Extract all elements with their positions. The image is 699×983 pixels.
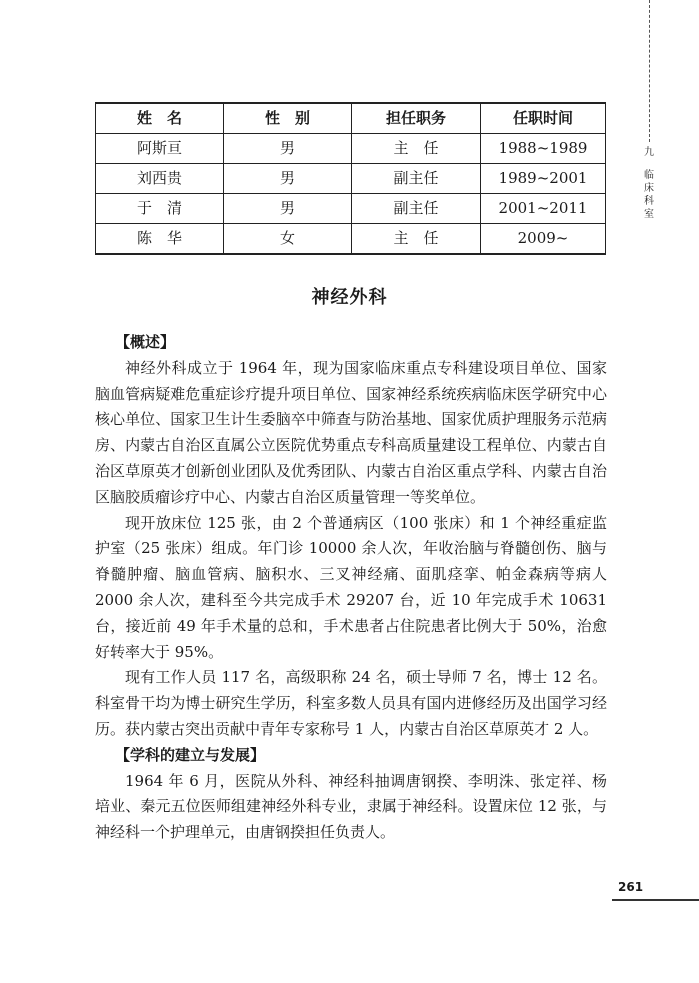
table-row (96, 224, 606, 255)
table-row (96, 134, 606, 164)
cell-gender: 男 (224, 134, 352, 164)
table-row (96, 164, 606, 194)
header-position: 担任职务 (352, 103, 481, 134)
header-gender: 性 别 (224, 103, 352, 134)
cell-gender: 男 (224, 164, 352, 194)
leadership-table-wrapper (95, 102, 605, 255)
cell-gender: 男 (224, 194, 352, 224)
cell-name: 于 清 (96, 194, 224, 224)
header-term: 任职时间 (481, 103, 606, 134)
history-heading: 【学科的建立与发展】 (115, 745, 266, 764)
cell-gender: 女 (224, 224, 352, 255)
chapter-label: 临床科室 (644, 170, 654, 220)
header-name: 姓 名 (96, 103, 224, 134)
cell-term: 2009~ (481, 224, 606, 255)
paragraph: 神经外科成立于 1964 年，现为国家临床重点专科建设项目单位、国家脑血管病疑难危重症诊疗提升项目单位、国家神经系统疾病临床医学研究中心核心单位、国家卫生计生委脑卒中筛查与防治基地、国家优质护理服务示范病房、内蒙古自治区直属公立医院优势重点专科高质量建设工程单位、内蒙古自治区草原英才创新创业团队及优秀团队、内蒙古自治区重点学科、内蒙古自治区脑胶质瘤诊疗中心、内蒙古自治区质量管理一等奖单位。 (95, 358, 607, 506)
cell-position: 主 任 (352, 134, 481, 164)
chapter-number: 九 (644, 147, 654, 158)
cell-term: 2001~2011 (481, 194, 606, 224)
paragraph: 现开放床位 125 张，由 2 个普通病区（100 张床）和 1 个神经重症监护室（25 张床）组成。年门诊 10000 余人次，年收治脑与脊髓创伤、脑与脊髓肿瘤、脑血管病、脑积水、三叉神经痛、面肌痉挛、帕金森病等病人 2000 余人次，建科至今共完成手术 29207 台，近 10 年完成手术 10631 台，接近前 49 年手术量的总和，手术患者占住院患者比例大于 50%，治愈好转率大于 95%。 (95, 513, 607, 661)
paragraph: 1964 年 6 月，医院从外科、神经科抽调唐钢揆、李明洙、张定祥、杨培业、秦元五位医师组建神经外科专业，隶属于神经科。设置床位 12 张，与神经科一个护理单元，由唐钢揆担任负责人。 (95, 771, 607, 842)
cell-term: 1988~1989 (481, 134, 606, 164)
section-title: 神经外科 (311, 287, 388, 308)
cell-name: 阿斯亘 (96, 134, 224, 164)
cell-position: 副主任 (352, 164, 481, 194)
cell-name: 刘西贵 (96, 164, 224, 194)
overview-heading: 【概述】 (115, 333, 176, 351)
cell-term: 1989~2001 (481, 164, 606, 194)
cell-name: 陈 华 (96, 224, 224, 255)
cell-position: 主 任 (352, 224, 481, 255)
body-text (95, 330, 607, 846)
chapter-side-tab (642, 146, 656, 221)
side-dashed-line (649, 0, 650, 142)
page-number: 261 (618, 880, 644, 894)
table-header-row (96, 103, 606, 134)
paragraph: 现有工作人员 117 名，高级职称 24 名，硕士导师 7 名，博士 12 名。科室骨干均为博士研究生学历，科室多数人员具有国内进修经历及出国学习经历。获内蒙古突出贡献中青年专家称号 1 人，内蒙古自治区草原英才 2 人。 (95, 668, 607, 738)
leadership-table (95, 102, 606, 255)
cell-position: 副主任 (352, 194, 481, 224)
page-number-rule (612, 899, 699, 901)
table-row (96, 194, 606, 224)
